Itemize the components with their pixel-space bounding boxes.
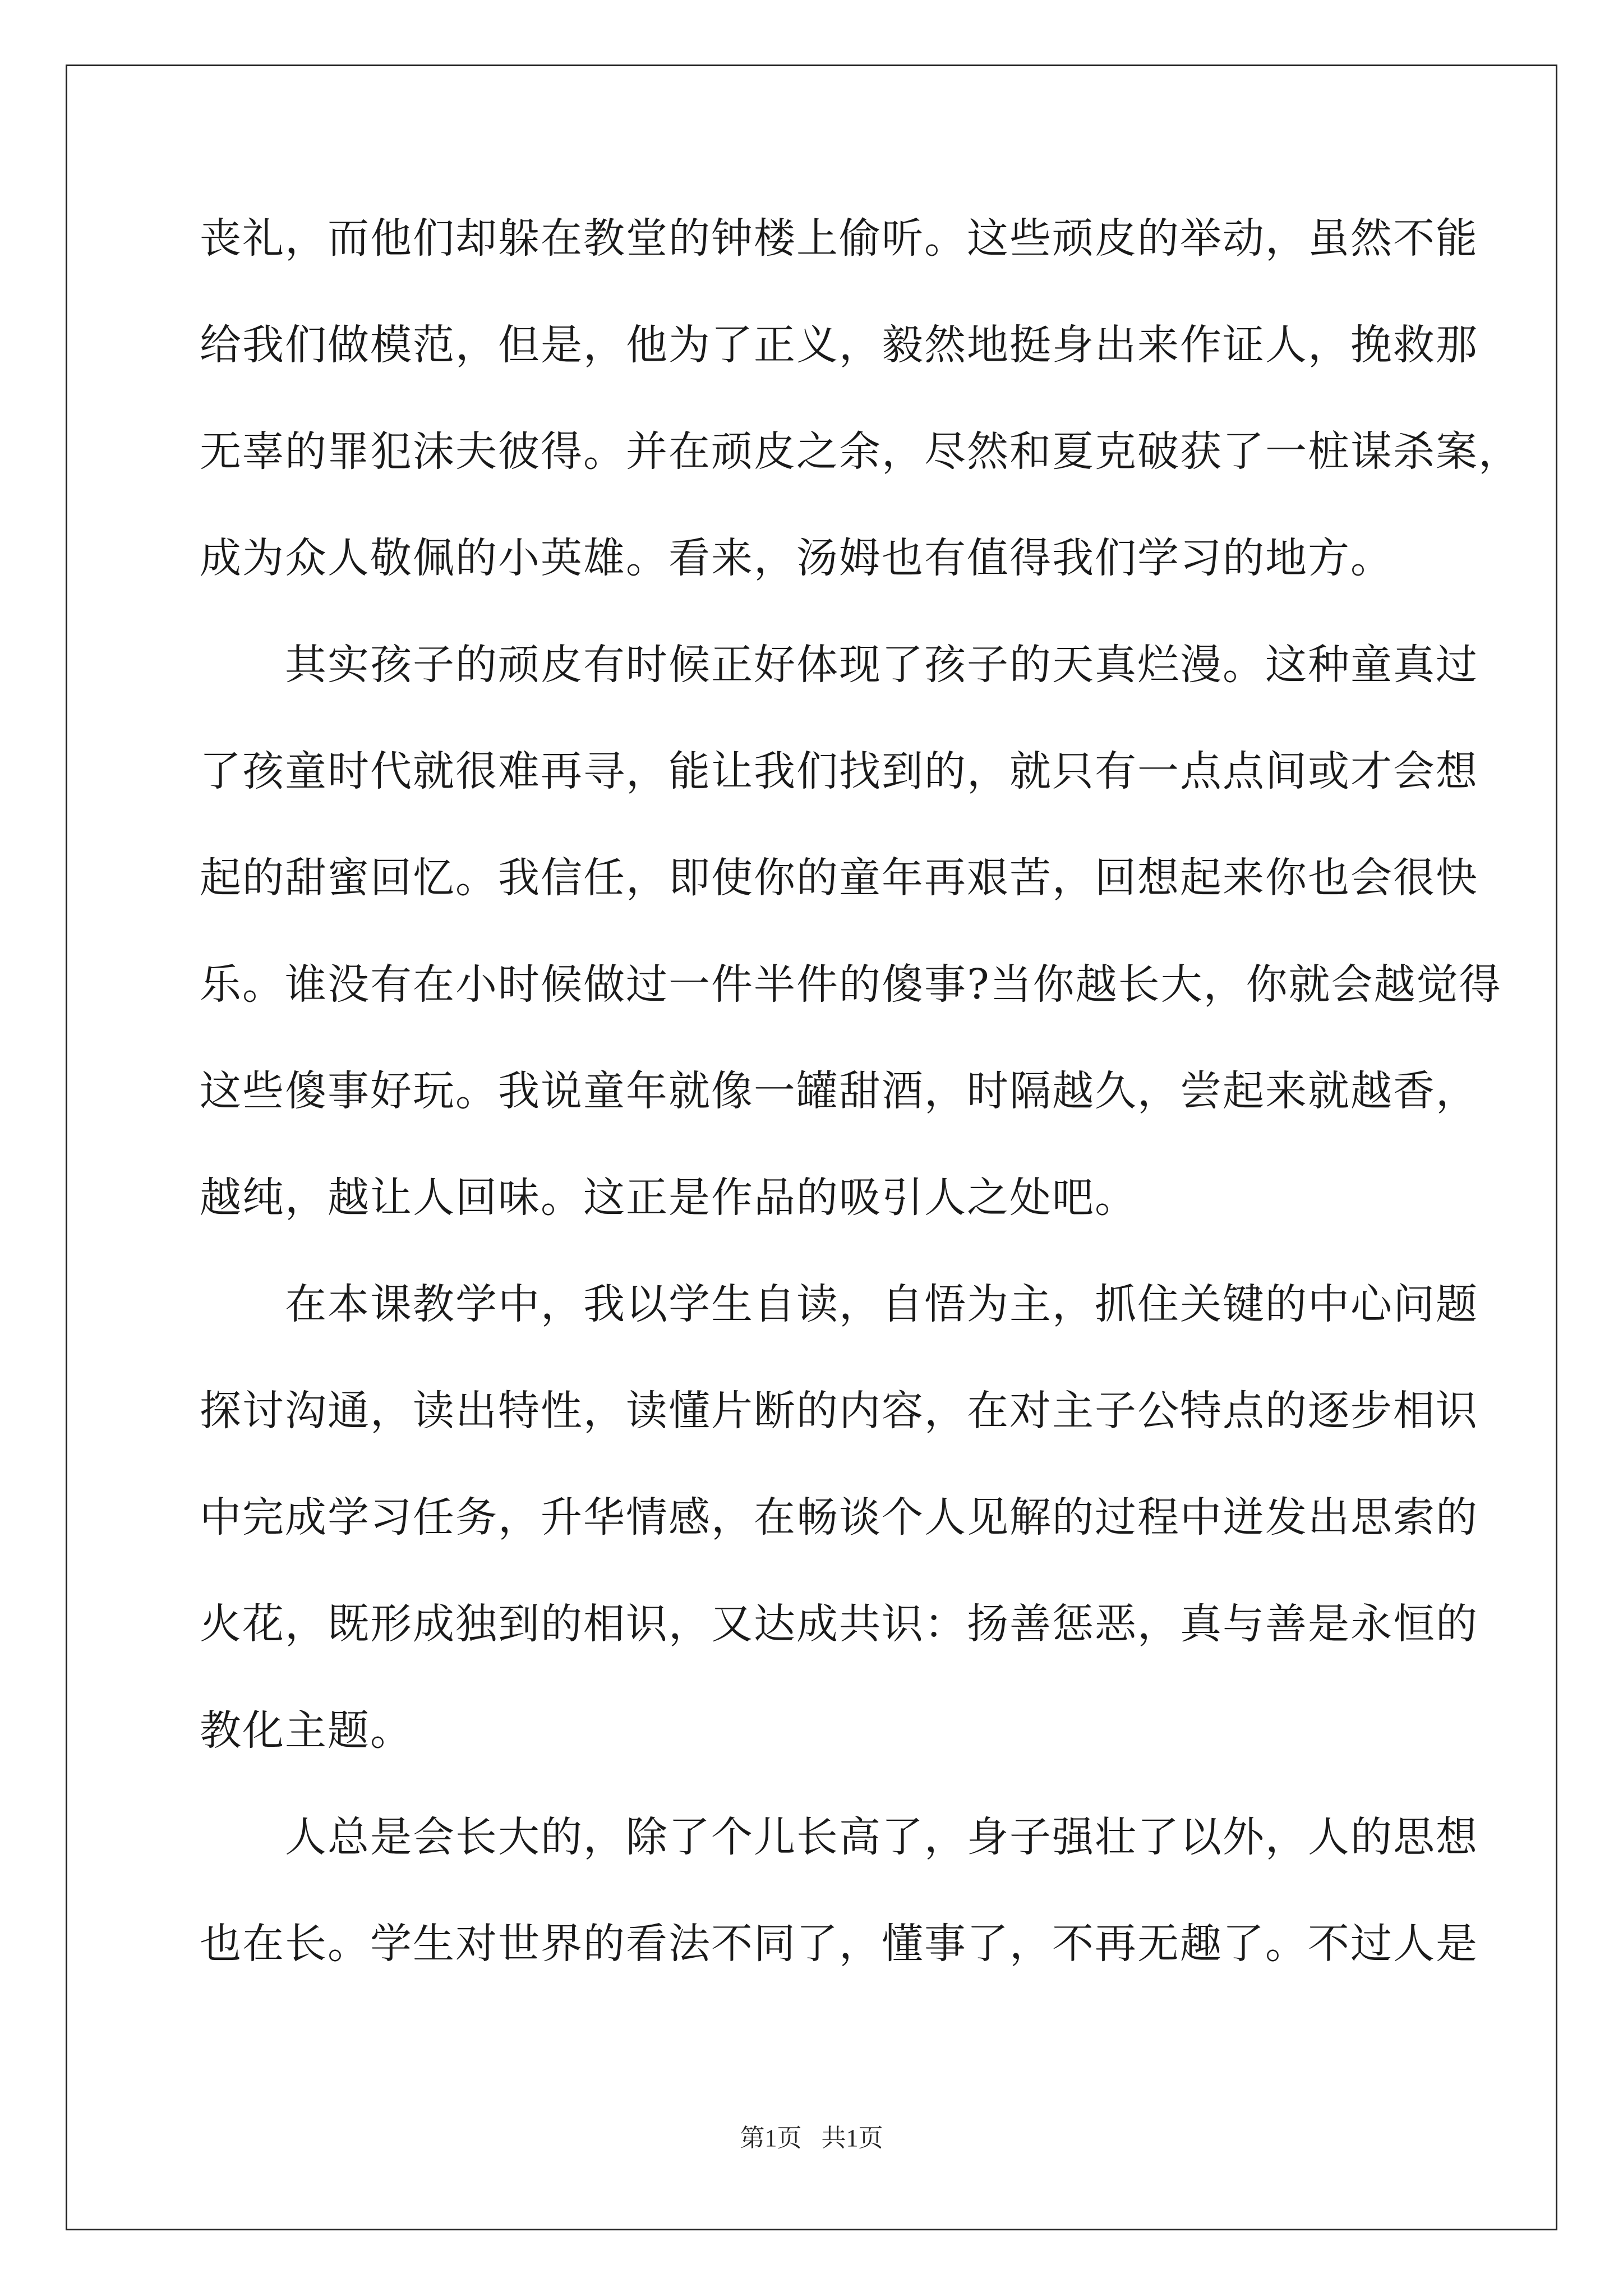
- page-border: [66, 65, 1557, 2230]
- text-line: 教化主题。: [200, 1706, 413, 1755]
- text-line: 越纯，越让人回味。这正是作品的吸引人之处吧。: [200, 1174, 1137, 1222]
- text-line: 火花，既形成独到的相识，又达成共识：扬善惩恶，真与善是永恒的: [200, 1600, 1478, 1648]
- text-line: 在本课教学中，我以学生自读，自悟为主，抓住关键的中心问题: [200, 1280, 1478, 1328]
- text-line: 中完成学习任务，升华情感，在畅谈个人见解的过程中迸发出思索的: [200, 1493, 1478, 1542]
- text-line: 丧礼，而他们却躲在教堂的钟楼上偷听。这些顽皮的举动，虽然不能: [200, 214, 1478, 263]
- text-line: 人总是会长大的，除了个儿长高了，身子强壮了以外，人的思想: [200, 1813, 1478, 1861]
- text-line: 其实孩子的顽皮有时候正好体现了孩子的天真烂漫。这种童真过: [200, 641, 1478, 689]
- text-line: 成为众人敬佩的小英雄。看来，汤姆也有值得我们学习的地方。: [200, 534, 1393, 582]
- text-line: 乐。谁没有在小时候做过一件半件的傻事?当你越长大，你就会越觉得: [200, 960, 1502, 1009]
- text-line: 无辜的罪犯沫夫彼得。并在顽皮之余，尽然和夏克破获了一桩谋杀案，: [200, 427, 1521, 476]
- text-line: 起的甜蜜回忆。我信任，即使你的童年再艰苦，回想起来你也会很快: [200, 854, 1478, 902]
- page-footer: [0, 2118, 1623, 2154]
- text-line: 这些傻事好玩。我说童年就像一罐甜酒，时隔越久，尝起来就越香，: [200, 1067, 1478, 1115]
- page-total: 共1页: [821, 2124, 883, 2152]
- page-number: 第1页: [740, 2124, 802, 2152]
- text-line: 给我们做模范，但是，他为了正义，毅然地挺身出来作证人，挽救那: [200, 321, 1478, 369]
- text-line: 了孩童时代就很难再寻，能让我们找到的，就只有一点点间或才会想: [200, 747, 1478, 795]
- text-line: 探讨沟通，读出特性，读懂片断的内容，在对主子公特点的逐步相识: [200, 1387, 1478, 1435]
- text-line: 也在长。学生对世界的看法不同了，懂事了，不再无趣了。不过人是: [200, 1920, 1478, 1968]
